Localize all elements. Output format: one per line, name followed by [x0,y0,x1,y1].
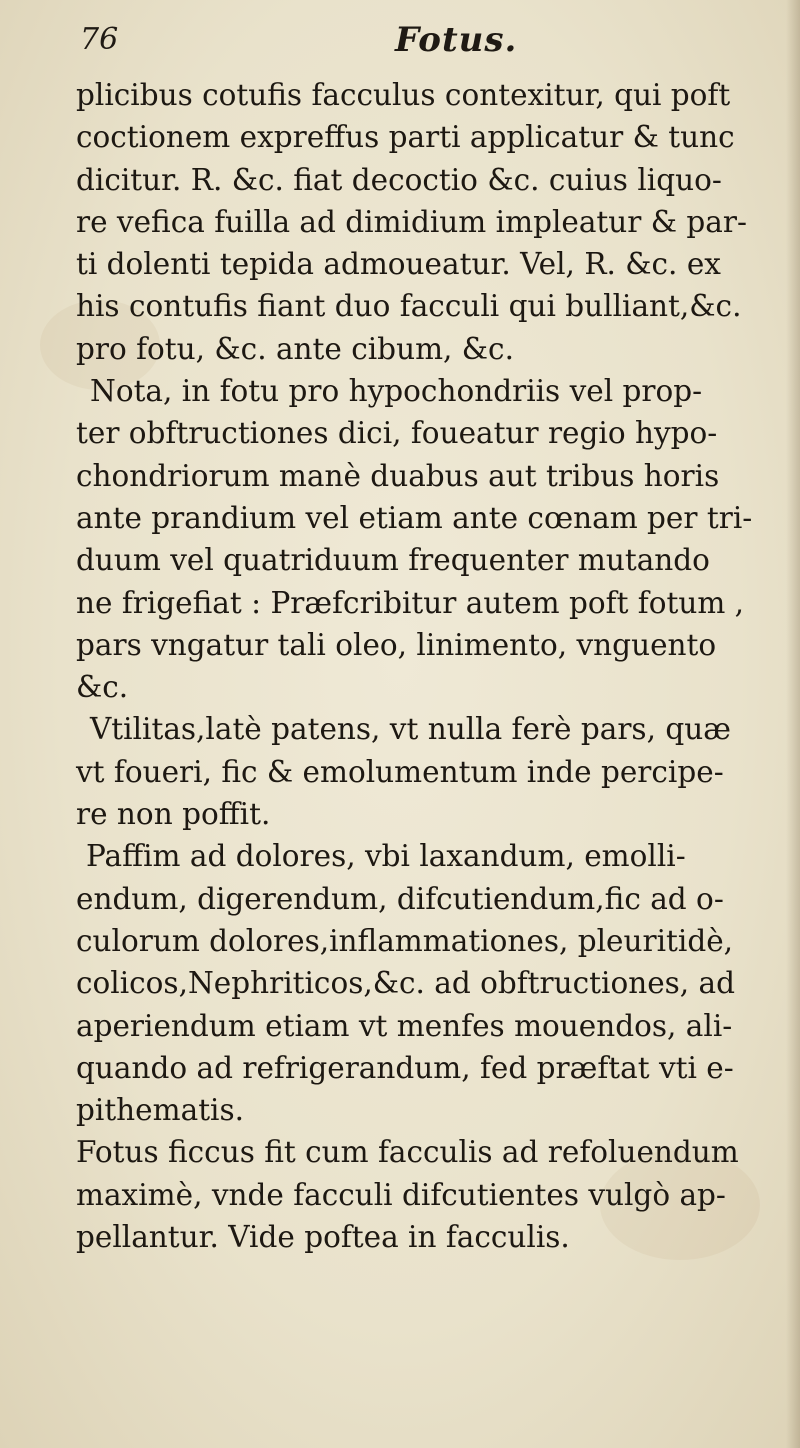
text-line: Fotus ficcus fit cum facculis ad refoluendum [76,1135,739,1170]
text-line: plicibus cotufis facculus contexitur, qui poft [76,78,731,112]
text-line: coctionem expreffus parti applicatur & tunc [76,120,735,155]
text-line: quando ad refrigerandum, fed præftat vti e- [76,1050,734,1085]
text-line: pellantur. Vide poftea in facculis. [76,1220,570,1255]
body-text [76,74,788,1258]
text-line: endum, digerendum, difcutiendum,fic ad o- [76,881,724,916]
page-edge-shadow [786,0,800,1448]
text-line: pithematis. [76,1093,244,1128]
text-line: vt foueri, fic & emolumentum inde percipe- [76,754,724,789]
text-line: pars vngatur tali oleo, linimento, vnguento [76,627,717,662]
page-number: 76 [80,22,119,57]
text-line: culorum dolores,inflammationes, pleuritidè, [76,923,734,958]
page-header [0,16,800,66]
text-line: duum vel quatriduum frequenter mutando [76,543,710,578]
text-line: ante prandium vel etiam ante cœnam per tri- [76,500,753,535]
text-line: re non poffit. [76,797,271,832]
text-line: colicos,Nephriticos,&c. ad obftructiones, ad [76,966,736,1001]
text-line: &c. [76,670,129,705]
text-line: dicitur. R. &c. fiat decoctio &c. cuius liquo- [76,162,722,197]
text-line: chondriorum manè duabus aut tribus horis [76,458,720,493]
text-line: ti dolenti tepida admoueatur. Vel, R. &c. ex [76,247,721,282]
text-line: aperiendum etiam vt menfes mouendos, ali- [76,1008,733,1043]
text-line: re vefica fuilla ad dimidium impleatur & par- [76,204,747,239]
text-line: Nota, in fotu pro hypochondriis vel prop- [90,374,703,409]
text-line: pro fotu, &c. ante cibum, &c. [76,331,514,366]
text-line: his contufis fiant duo facculi qui bulliant,&c. [76,289,742,324]
text-line: ter obftructiones dici, foueatur regio hypo- [76,416,718,451]
text-line: ne frigefiat : Præfcribitur autem poft fotum , [76,585,745,620]
text-line: maximè, vnde facculi difcutientes vulgò ap- [76,1177,726,1212]
text-line: Vtilitas,latè patens, vt nulla ferè pars, quæ [90,712,731,747]
text-line: Paffim ad dolores, vbi laxandum, emolli- [86,839,686,874]
running-head: Fotus. [395,20,518,60]
